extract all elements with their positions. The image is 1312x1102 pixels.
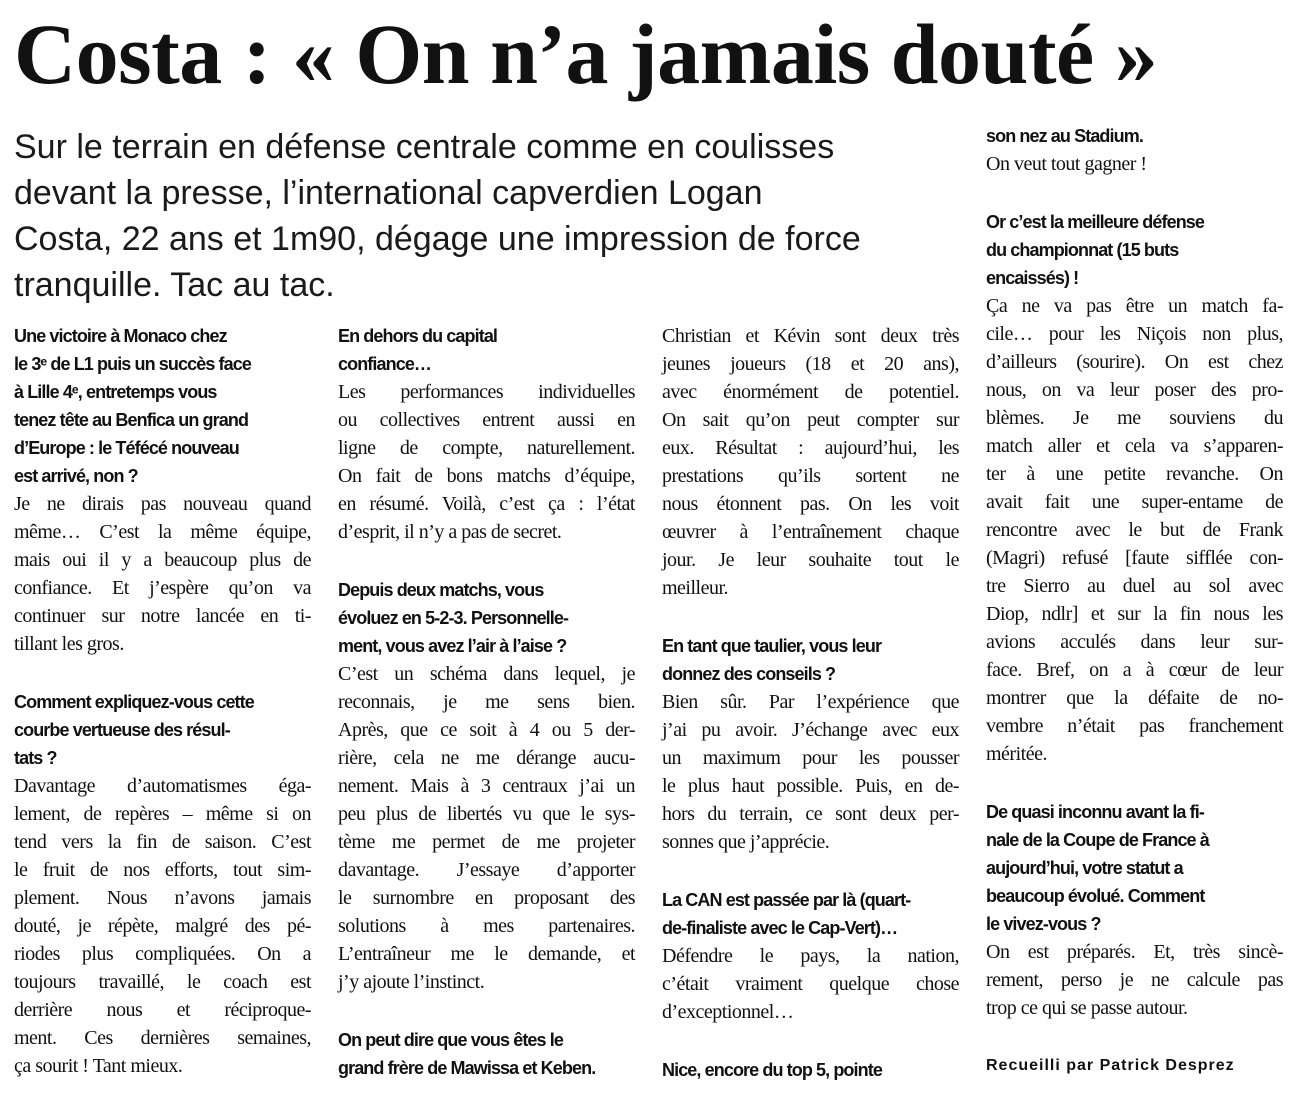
text-line: (Magri) refusé [faute sifflée con- [986,547,1283,569]
text-line: tats ? [14,748,57,768]
text-line: toujours travaillé, le coach est [14,971,311,993]
text-line: avions acculés dans leur sur- [986,631,1283,653]
text-line: Davantage d’automatismes éga- [14,775,311,797]
text-line: ment. Ces dernières semaines, [14,1027,311,1049]
interview-answer [986,150,1283,178]
text-line: hors du terrain, ce sont deux per- [662,803,959,825]
interview-answer [986,292,1283,768]
interview-question [338,576,635,660]
interview-question [338,322,635,378]
text-line: En tant que taulier, vous leur [662,636,882,656]
text-line: c’était vraiment quelque chose [662,973,959,995]
text-line: encaissés) ! [986,268,1079,288]
text-line: Depuis deux matchs, vous [338,580,544,600]
text-line: On fait de bons matchs d’équipe, [338,465,635,487]
text-line: lement, de repères – même si on [14,803,311,825]
text-line: évoluez en 5-2-3. Personnelle- [338,608,569,628]
text-line: avec énormément de potentiel. [662,381,959,403]
text-line: blèmes. Je me souviens du [986,407,1283,429]
text-line: j’ai pu avoir. J’échange avec eux [662,719,959,741]
text-line: nous étonnent pas. On les voit [662,493,959,515]
text-line: d’exceptionnel… [662,1001,794,1023]
interview-answer [662,322,959,602]
text-line: d’esprit, il n’y a pas de secret. [338,521,562,543]
interview-answer [338,378,635,546]
text-line: son nez au Stadium. [986,126,1143,146]
text-line: ça sourit ! Tant mieux. [14,1055,183,1077]
text-line: le plus haut possible. Puis, en de- [662,775,959,797]
article-column-2 [338,322,635,1082]
text-line: reconnais, je me sens bien. [338,691,635,713]
text-line: Diop, ndlr] et sur la fin nous les [986,603,1283,625]
text-line: d’ailleurs (sourire). On est chez [986,351,1283,373]
intro-line: Sur le terrain en défense centrale comme en coulisses [14,128,835,166]
text-line: beaucoup évolué. Comment [986,886,1205,906]
text-line: vembre n’était pas franchement [986,715,1283,737]
text-line: à Lille 4ᵉ, entretemps vous [14,382,217,402]
text-line: On veut tout gagner ! [986,153,1147,175]
text-line: de-finaliste avec le Cap-Vert)… [662,918,898,938]
interview-question [662,886,959,942]
text-line: méritée. [986,743,1047,765]
text-line: plement. Nous n’avons jamais [14,887,311,909]
text-line: nale de la Coupe de France à [986,830,1209,850]
text-line: rencontre avec le but de Frank [986,519,1283,541]
text-line: prestations qu’ils sortent ne [662,465,959,487]
text-line: ou collectives entrent aussi en [338,409,635,431]
text-line: le surnombre en proposant des [338,887,635,909]
text-line: Les performances individuelles [338,381,635,403]
text-line: donnez des conseils ? [662,664,836,684]
text-line: Or c’est la meilleure défense [986,212,1205,232]
text-line: eux. Résultat : aujourd’hui, les [662,437,959,459]
text-line: tème me permet de me projeter [338,831,635,853]
interview-answer [662,942,959,1026]
text-line: même… C’est la même équipe, [14,521,311,543]
interview-question [662,1056,959,1084]
text-line: ment, vous avez l’air à l’aise ? [338,636,567,656]
text-line: montrer que la défaite de no- [986,687,1283,709]
text-line: jour. Je leur souhaite tout le [662,549,959,571]
text-line: avait fait une super-entame de [986,491,1283,513]
text-line: trop ce qui se passe autour. [986,997,1188,1019]
text-line: courbe vertueuse des résul- [14,720,230,740]
text-line: tillant les gros. [14,633,124,655]
text-line: match aller et cela va s’apparen- [986,435,1283,457]
interview-question [986,208,1283,292]
text-line: œuvrer à l’entraînement chaque [662,521,959,543]
text-line: On est préparés. Et, très sincè- [986,941,1283,963]
text-line: davantage. J’essaye d’apporter [338,859,635,881]
text-line: j’y ajoute l’instinct. [338,971,485,993]
text-line: ter à une petite revanche. On [986,463,1283,485]
text-line: Comment expliquez-vous cette [14,692,254,712]
headline: Costa : « On n’a jamais douté » [14,6,1158,102]
text-line: est arrivé, non ? [14,466,138,486]
text-line: le 3ᵉ de L1 puis un succès face [14,354,251,374]
interview-answer [338,660,635,996]
interview-answer [662,688,959,856]
text-line: derrière nous et réciproque- [14,999,311,1021]
text-line: d’Europe : le Téfécé nouveau [14,438,239,458]
text-line: aujourd’hui, votre statut a [986,858,1183,878]
text-line: rement, perso je ne calcule pas [986,969,1283,991]
interview-answer [14,490,311,658]
text-line: tre Sierro au duel au sol avec [986,575,1283,597]
text-line: riodes plus compliquées. On a [14,943,311,965]
interview-question [662,632,959,688]
interview-question [338,1026,635,1082]
text-line: L’entraîneur me le demande, et [338,943,635,965]
text-line: Après, que ce soit à 4 ou 5 der- [338,719,635,741]
interview-question [14,688,311,772]
text-line: De quasi inconnu avant la fi- [986,802,1204,822]
text-line: Bien sûr. Par l’expérience que [662,691,959,713]
text-line: confiance. Et j’espère qu’on va [14,577,311,599]
text-line: On peut dire que vous êtes le [338,1030,563,1050]
text-line: cile… pour les Niçois non plus, [986,323,1283,345]
text-line: solutions à mes partenaires. [338,915,635,937]
article-column-1 [14,322,311,1080]
interview-question [986,122,1283,150]
text-line: en résumé. Voilà, c’est ça : l’état [338,493,635,515]
text-line: continuer sur notre lancée en ti- [14,605,311,627]
text-line: C’est un schéma dans lequel, je [338,663,635,685]
text-line: confiance… [338,354,432,374]
intro-line: Costa, 22 ans et 1m90, dégage une impression de force [14,220,861,258]
interview-question [986,798,1283,938]
interview-answer [986,938,1283,1022]
text-line: Une victoire à Monaco chez [14,326,227,346]
text-line: meilleur. [662,577,729,599]
interview-question [14,322,311,490]
text-line: La CAN est passée par là (quart- [662,890,911,910]
intro-line: devant la presse, l’international capverdien Logan [14,174,763,212]
text-line: Christian et Kévin sont deux très [662,325,959,347]
intro-paragraph [14,124,964,308]
text-line: jeunes joueurs (18 et 20 ans), [662,353,959,375]
text-line: douté, je répète, malgré des pé- [14,915,311,937]
text-line: On sait qu’on peut compter sur [662,409,959,431]
text-line: Défendre le pays, la nation, [662,945,959,967]
text-line: sonnes que j’apprécie. [662,831,830,853]
article-column-4 [986,122,1283,1080]
text-line: tenez tête au Benfica un grand [14,410,249,430]
text-line: un maximum pour les pousser [662,747,959,769]
text-line: rière, cela ne me dérange aucu- [338,747,635,769]
text-line: nous, on va leur poser des pro- [986,379,1283,401]
text-line: le fruit de nos efforts, tout sim- [14,859,311,881]
text-line: mais oui il y a beaucoup plus de [14,549,311,571]
text-line: le vivez-vous ? [986,914,1101,934]
text-line: En dehors du capital [338,326,498,346]
text-line: peu plus de libertés vu que le sys- [338,803,635,825]
text-line: Nice, encore du top 5, pointe [662,1060,882,1080]
text-line: face. Bref, on a à cœur de leur [986,659,1283,681]
text-line: Je ne dirais pas nouveau quand [14,493,311,515]
text-line: du championnat (15 buts [986,240,1179,260]
interview-answer [14,772,311,1080]
article-column-3 [662,322,959,1084]
text-line: nement. Mais à 3 centraux j’ai un [338,775,635,797]
text-line: ligne de compte, naturellement. [338,437,635,459]
text-line: tend vers la fin de saison. C’est [14,831,311,853]
byline: Recueilli par Patrick Desprez [986,1057,1235,1074]
text-line: Ça ne va pas être un match fa- [986,295,1283,317]
text-line: grand frère de Mawissa et Keben. [338,1058,596,1078]
intro-line: tranquille. Tac au tac. [14,266,335,304]
